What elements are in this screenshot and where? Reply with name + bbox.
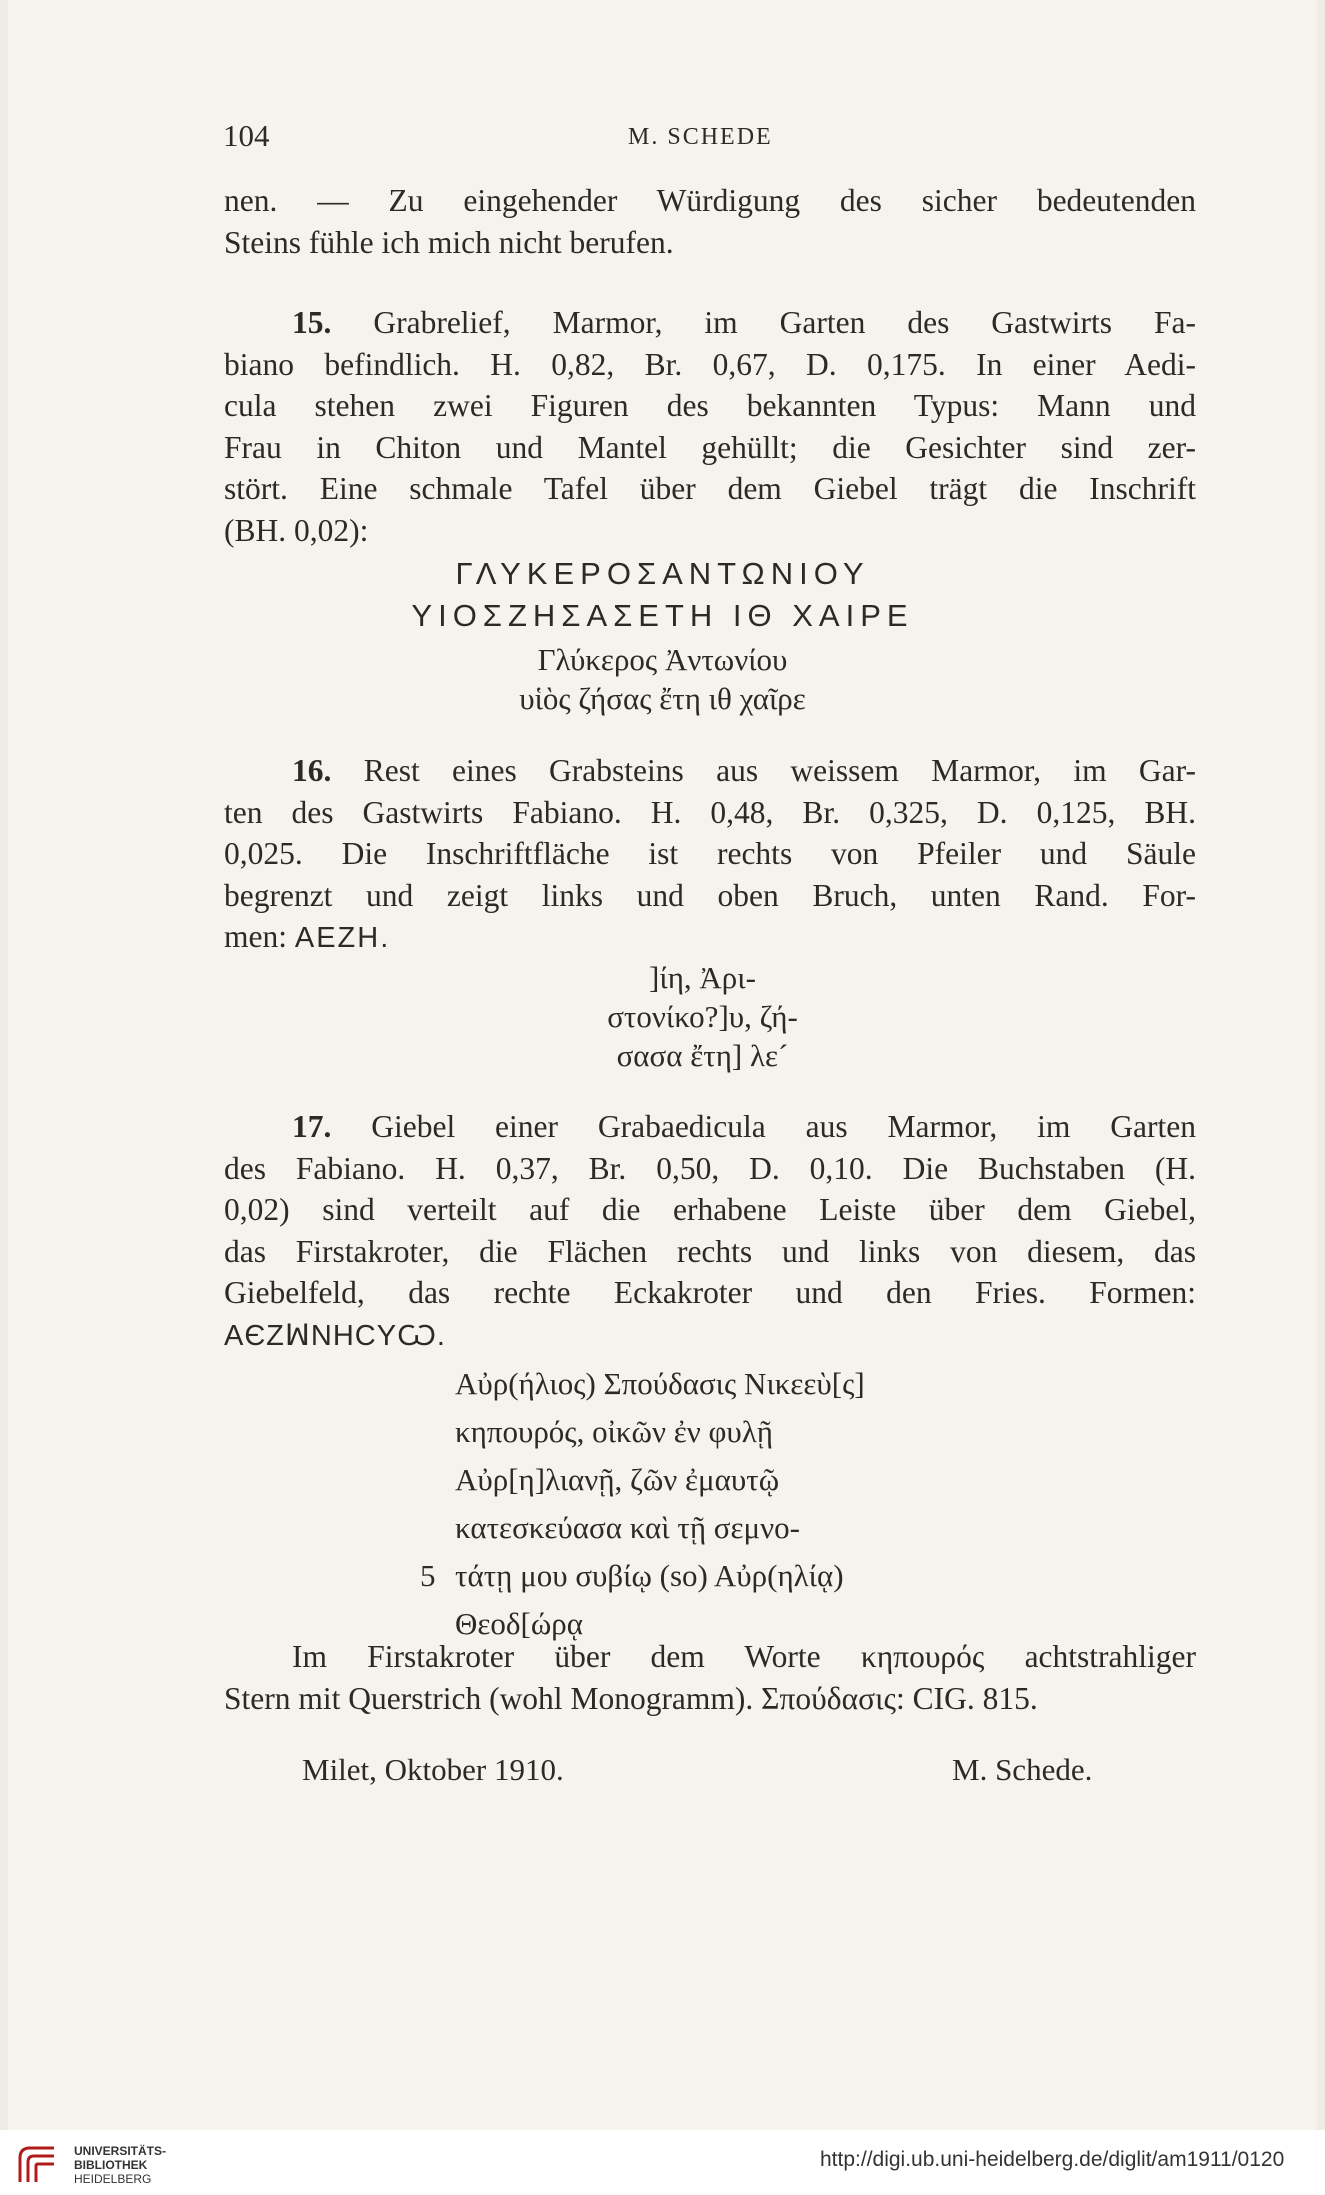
greek-line: ]ίη, Ἀρι- xyxy=(649,960,756,995)
text-line: (BH. 0,02): xyxy=(224,512,369,548)
library-logo-icon xyxy=(14,2142,60,2188)
library-name-line: BIBLIOTHEK xyxy=(74,2158,148,2172)
greek-line: υἱὸς ζήσας ἔτη ιθ χαῖρε xyxy=(519,681,806,716)
text-line xyxy=(224,1314,1196,1358)
text-line xyxy=(224,1106,1196,1148)
text-line: begrenzt und zeigt links und oben Bruch, unten Rand. For- xyxy=(224,877,1196,913)
entry-number: 15. xyxy=(292,305,332,340)
inscription-line: ΥΙΟΣΖΗΣΑΣΕΤΗ ΙΘ ΧΑΙΡΕ xyxy=(411,598,914,633)
text-line: Giebelfeld, das rechte Eckakroter und den Fries. Formen: xyxy=(224,1275,1196,1310)
entry-15-transcription xyxy=(0,640,1325,718)
forms-label: men: xyxy=(224,919,287,954)
greek-line: Αὐρ[η]λιανῇ, ζῶν ἐμαυτῷ xyxy=(455,1462,780,1497)
running-head xyxy=(0,118,1325,158)
text-line: des Fabiano. H. 0,37, Br. 0,50, D. 0,10. Die Buchstaben (H. xyxy=(224,1150,1196,1186)
entry-number: 16. xyxy=(292,753,332,788)
page-number: 104 xyxy=(223,118,270,153)
entry-16-transcription xyxy=(40,958,1325,1075)
intro-paragraph xyxy=(224,180,1196,263)
source-url[interactable]: http://digi.ub.uni-heidelberg.de/diglit/am1911/0120 xyxy=(820,2148,1285,2171)
entry-text: Grabrelief, Marmor, im Garten des Gastwirts Fa- xyxy=(373,305,1196,340)
library-name xyxy=(74,2144,166,2186)
text-line: biano befindlich. H. 0,82, Br. 0,67, D. 0,175. In einer Aedi- xyxy=(224,346,1196,382)
signature-author: M. Schede. xyxy=(952,1752,1093,1787)
greek-line: Θεοδ[ώρᾳ xyxy=(455,1606,583,1641)
entry-16-paragraph xyxy=(224,750,1196,960)
text-line: 0,02) sind verteilt auf die erhabene Leiste über dem Giebel, xyxy=(224,1192,1196,1227)
greek-line: σασα ἔτη] λε´ xyxy=(616,1038,789,1073)
text-line: stört. Eine schmale Tafel über dem Giebel trägt die Inschrift xyxy=(224,471,1196,506)
text-line: 0,025. Die Inschriftfläche ist rechts von Pfeiler und Säule xyxy=(224,836,1196,871)
greek-line: κατεσκεύασα καὶ τῇ σεμνο- xyxy=(455,1510,800,1545)
running-head-author: M. SCHEDE xyxy=(628,124,773,150)
text-line: das Firstakroter, die Flächen rechts und links von diesem, das xyxy=(224,1233,1196,1269)
text-line: Steins fühle ich mich nicht berufen. xyxy=(224,224,674,260)
library-name-line: HEIDELBERG xyxy=(74,2172,152,2186)
text-line xyxy=(224,750,1196,792)
entry-text: Rest eines Grabsteins aus weissem Marmor, im Gar- xyxy=(363,753,1197,788)
library-name-line: UNIVERSITÄTS- xyxy=(74,2144,167,2158)
entry-number: 17. xyxy=(292,1109,332,1144)
greek-line: Γλύκερος Ἀντωνίου xyxy=(537,642,788,677)
line-number: 5 xyxy=(420,1558,436,1593)
place-date: Milet, Oktober 1910. xyxy=(302,1752,564,1787)
entry-15-paragraph xyxy=(224,302,1196,551)
greek-line: Αὐρ(ήλιος) Σπούδασις Νικεεὺ[ς] xyxy=(455,1366,865,1401)
text-line: Im Firstakroter über dem Worte κηπουρός achtstrahliger xyxy=(292,1639,1196,1674)
text-line xyxy=(224,916,1196,960)
letter-forms: ΑЄΖꟽΝΗϹΥѠ. xyxy=(224,1319,446,1352)
text-line xyxy=(224,302,1196,344)
greek-line: στονίκο?]υ, ζή- xyxy=(607,999,798,1034)
text-line: Frau in Chiton und Mantel gehüllt; die Gesichter sind zer- xyxy=(224,429,1196,465)
greek-line: τάτῃ μου συβίῳ (so) Αὐρ(ηλίᾳ) xyxy=(455,1558,844,1593)
text-line: cula stehen zwei Figuren des bekannten Typus: Mann und xyxy=(224,388,1196,423)
inscription-line: ΓΛΥΚΕΡΟΣΑΝΤΩΝΙΟΥ xyxy=(455,556,870,591)
entry-text: Giebel einer Grabaedicula aus Marmor, im Garten xyxy=(371,1109,1196,1144)
footer-bar xyxy=(0,2130,1325,2195)
greek-line: κηπουρός, οἰκῶν ἐν φυλῇ xyxy=(455,1414,773,1449)
text-line: ten des Gastwirts Fabiano. H. 0,48, Br. 0,325, D. 0,125, BH. xyxy=(224,794,1196,830)
entry-17-paragraph xyxy=(224,1106,1196,1357)
text-line: nen. — Zu eingehender Würdigung des sicher bedeutenden xyxy=(224,183,1196,218)
letter-forms: ΑΕΖΗ. xyxy=(294,922,391,954)
entry-17-closing xyxy=(224,1636,1196,1719)
text-line: Stern mit Querstrich (wohl Monogramm). Σπούδασις: CIG. 815. xyxy=(224,1680,1038,1716)
